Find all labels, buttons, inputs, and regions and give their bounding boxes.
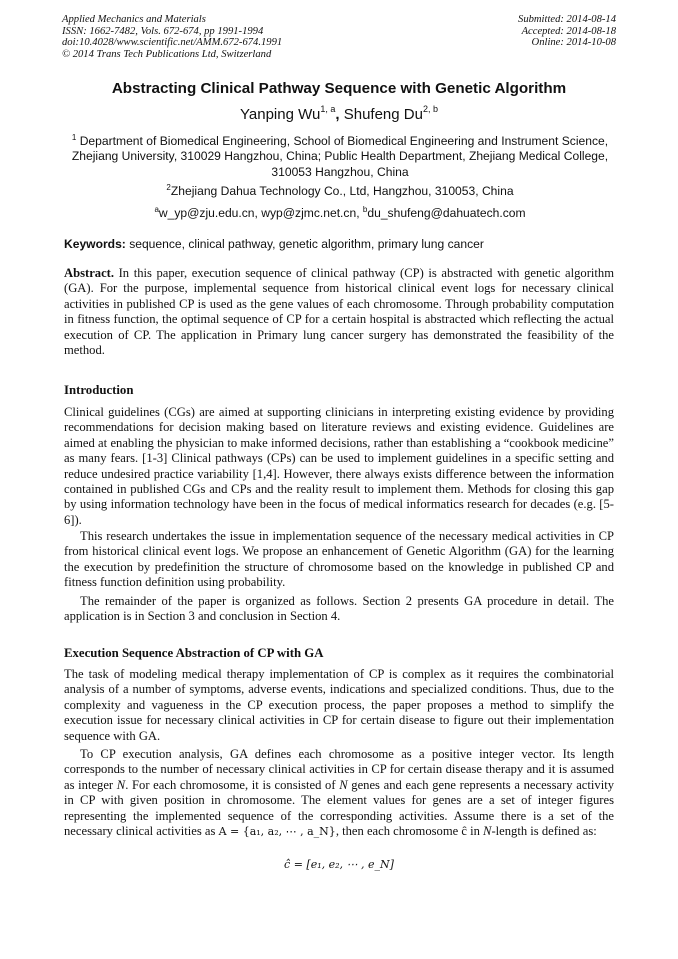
paragraph-text: -length is defined as: — [491, 824, 597, 839]
submitted-date: Submitted: 2014-08-14 — [518, 14, 616, 25]
affiliation-2-text: Zhejiang Dahua Technology Co., Ltd, Hangzhou, 310053, China — [170, 184, 514, 198]
introduction-paragraph-1: Clinical guidelines (CGs) are aimed at supporting clinicians in interpreting existing evidence by providing recommendations for decision making based on literature reviews and existing evidence. Guidelines are aimed at enabling the physician to make informed decisions, rather than establishing a “cookbook medicine” as many fears. [1-3] Clinical pathways (CPs) can be used to implement guidelines in a specific setting and reduce undesired practice variability [1,4]. However, there always exists difference between the information contained in published CGs and CPs and the reality result to implement them. Methods for closing this gap by using information technology have been in the focus of medical informatics research for decades (e.g. [5-6]). — [64, 405, 614, 527]
affiliation-1 — [62, 130, 618, 180]
introduction-heading: Introduction — [64, 383, 134, 397]
var-n: N — [116, 777, 126, 792]
introduction-paragraph-3: The remainder of the paper is organized as follows. Section 2 presents GA procedure in detail. The application is in Section 3 and conclusion in Section 4. — [64, 594, 614, 624]
paragraph-text: . For each chromosome, it is consisted of — [125, 777, 340, 792]
email-a-mark: a — [154, 205, 159, 214]
author-separator: , — [335, 106, 344, 123]
paragraph-text: To CP execution analysis, GA defines each chromosome as a positive integer vector. Its length corresponds to the number of necessary clinical activities in CP for certain disease therapy and it is assumed as integer — [64, 747, 614, 792]
email-b[interactable]: du_shufeng@dahuatech.com — [367, 206, 526, 220]
author-2: Shufeng Du — [343, 106, 423, 123]
affiliation-1-mark: 1 — [71, 133, 77, 142]
author-1: Yanping Wu — [240, 106, 321, 123]
journal-doi[interactable]: doi:10.4028/www.scientific.net/AMM.672-674.1991 — [62, 37, 283, 49]
online-date: Online: 2014-10-08 — [531, 37, 616, 49]
section-2-heading: Execution Sequence Abstraction of CP with GA — [64, 646, 324, 660]
journal-header-left — [62, 14, 282, 60]
abstract-text: In this paper, execution sequence of clinical pathway (CP) is abstracted with genetic algorithm (GA). For the purpose, implemental sequence from historical clinical event logs for necessary clinical activities in published CP is used as the gene values of each chromosome. Through probability computation in fitness function, the optimal sequence of CP for a certain hospital is abstracted which reflecting the actual execution of CP. The application in Primary lung cancer surgery has demonstrated the feasibility of the method. — [64, 266, 614, 358]
paper-title: Abstracting Clinical Pathway Sequence with Genetic Algorithm — [111, 80, 567, 97]
journal-header-right — [518, 14, 616, 49]
journal-issn: ISSN: 1662-7482, Vols. 672-674, pp 1991-1994 — [62, 25, 264, 37]
introduction-paragraph-2: This research undertakes the issue in implementation sequence of the necessary medical activities in CP from historical clinical event logs. We propose an enhancement of Genetic Algorithm (GA) for the learning the execution by predefinition the structure of chromosome based on the knowledge in published CP and fitness function definition using probability. — [64, 529, 614, 590]
paragraph-text: , then each chromosome ĉ in — [335, 824, 484, 839]
paragraph-text: genes and each gene represents a necessary activity in CP with given position in chromosome. The element values for genes are a set of integer figures representing the implemented sequence of the corresponding activities. Assume there is a set of the necessary clinical activities as — [64, 777, 614, 839]
activity-set-math: A = {a₁, a₂, ⋯ , a_N} — [218, 825, 336, 839]
var-n: N — [483, 824, 492, 839]
author-2-affil-mark: 2, b — [422, 104, 438, 114]
affiliation-2-mark: 2 — [166, 183, 171, 192]
accepted-date: Accepted: 2014-08-18 — [521, 25, 616, 37]
journal-name: Applied Mechanics and Materials — [62, 14, 206, 25]
keywords-label: Keywords: — [64, 237, 126, 251]
section-2-paragraph-2 — [64, 747, 614, 839]
email-a[interactable]: w_yp@zju.edu.cn, wyp@zjmc.net.cn, — [158, 206, 363, 220]
keywords-text: sequence, clinical pathway, genetic algorithm, primary lung cancer — [125, 237, 484, 251]
email-b-mark: b — [362, 205, 368, 214]
journal-copyright: © 2014 Trans Tech Publications Ltd, Switzerland — [62, 48, 272, 60]
var-n: N — [339, 777, 348, 792]
author-line — [0, 104, 678, 123]
section-2-paragraph-1: The task of modeling medical therapy implementation of CP is complex as it requires the combinatorial analysis of a number of symptoms, adverse events, indications and specialized conditions. Thus, due to the complexity and vagueness in the CP execution process, the paper proposes a method to simplify the execution issue for necessary clinical activities in CP for certain disease to figure out their implementation sequence with GA. — [64, 667, 614, 743]
author-1-affil-mark: 1, a — [320, 104, 336, 114]
keywords — [64, 237, 620, 251]
email-line — [62, 202, 618, 221]
affiliation-1-text: Department of Biomedical Engineering, School of Biomedical Engineering and Instrument Science, Zhejiang University, 310029 Hangzhou, China; Public Health Department, Zhejiang Medical College, 310053 Hangzhou, China — [71, 134, 609, 179]
chromosome-formula: ĉ = [e₁, e₂, ⋯ , e_N] — [284, 858, 394, 871]
affiliation-2 — [62, 180, 618, 199]
abstract-label: Abstract. — [64, 266, 115, 280]
abstract — [64, 266, 614, 358]
